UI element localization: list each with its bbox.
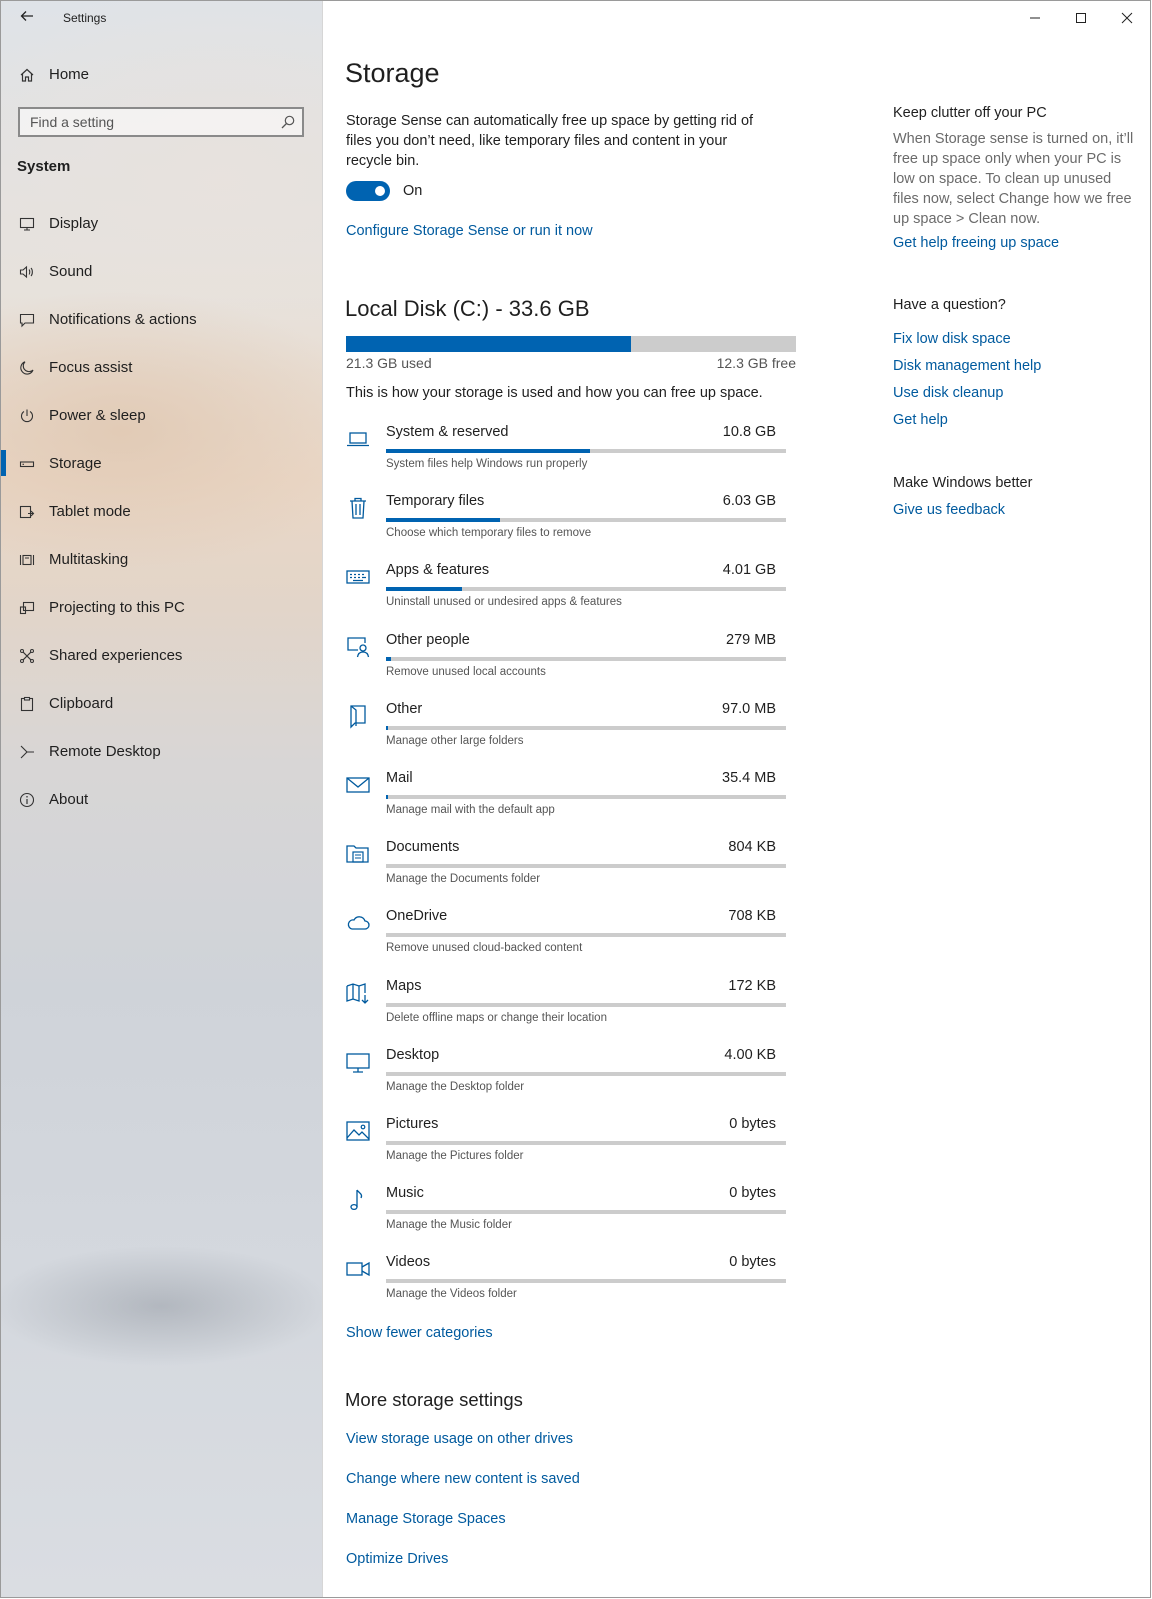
category-size: 4.00 KB [724,1046,776,1063]
category-description: Manage the Documents folder [386,873,541,886]
category-name: Other people [386,631,470,648]
sidebar-item-label: Storage [49,455,102,472]
category-size: 172 KB [728,977,776,994]
storage-sense-toggle[interactable] [346,181,390,201]
category-bar [386,657,786,661]
trash-icon [345,495,371,521]
category-description: Delete offline maps or change their location [386,1011,607,1024]
help-panel [893,105,1143,518]
storage-sense-description: Storage Sense can automatically free up space by getting rid of files you don’t need, like temporary files and content in your recycle bin. [346,113,754,169]
category-bar [386,518,786,522]
sidebar-item-power-sleep[interactable] [1,402,322,450]
disk-title: Local Disk (C:) - 33.6 GB [345,296,590,321]
category-videos[interactable] [345,1248,785,1317]
sidebar-item-display[interactable] [1,210,322,258]
category-description: Remove unused local accounts [386,665,546,678]
give-feedback-link[interactable]: Give us feedback [893,502,1006,518]
category-other-people[interactable] [345,626,785,695]
disk-management-help-link[interactable]: Disk management help [893,358,1042,374]
mail-icon [345,772,371,798]
category-temporary-files[interactable] [345,487,785,556]
sidebar-item-label: Power & sleep [49,407,146,424]
map-icon [345,980,371,1006]
disk-used-label: 21.3 GB used [346,355,432,371]
category-size: 10.8 GB [722,424,776,440]
notifications-icon [17,310,37,330]
sidebar [1,1,323,1597]
category-name: Music [386,1185,424,1202]
category-bar [386,1141,786,1145]
laptop-icon [345,426,371,452]
sidebar-item-label: Projecting to this PC [49,599,185,616]
category-mail[interactable] [345,764,785,833]
sidebar-item-focus-assist[interactable] [1,354,322,402]
sidebar-item-label: Focus assist [49,359,133,376]
home-icon [17,65,37,85]
category-description: Manage mail with the default app [386,803,555,816]
category-description: Manage the Videos folder [386,1288,517,1301]
category-bar-fill [386,518,500,522]
category-documents[interactable] [345,833,785,902]
category-name: Maps [386,977,422,994]
sidebar-item-remote-desktop[interactable] [1,738,322,786]
sidebar-item-notifications[interactable] [1,306,322,354]
sound-icon [17,262,37,282]
category-desktop[interactable] [345,1041,785,1110]
sidebar-item-sound[interactable] [1,258,322,306]
sidebar-item-home[interactable] [1,59,322,91]
get-help-freeing-link[interactable]: Get help freeing up space [893,235,1060,251]
documents-icon [345,841,371,867]
category-description: Manage other large folders [386,734,524,747]
question-title: Have a question? [893,297,1006,313]
category-description: Manage the Music folder [386,1219,512,1232]
display-icon [17,214,37,234]
section-title: System [17,158,71,175]
sidebar-item-label: Remote Desktop [49,743,161,760]
category-size: 0 bytes [729,1115,776,1132]
clutter-title: Keep clutter off your PC [893,105,1047,121]
sidebar-item-label: Shared experiences [49,647,183,664]
search-icon[interactable] [280,114,296,130]
category-bar-fill [386,587,462,591]
sidebar-item-clipboard[interactable] [1,690,322,738]
category-pictures[interactable] [345,1110,785,1179]
category-other[interactable] [345,695,785,764]
category-size: 4.01 GB [722,562,776,579]
search-box [18,107,304,137]
category-bar-fill [386,795,388,799]
optimize-drives-link[interactable]: Optimize Drives [346,1551,449,1567]
more-storage-settings-title: More storage settings [345,1389,523,1410]
sidebar-item-about[interactable] [1,786,322,834]
category-bar [386,1279,786,1283]
category-size: 0 bytes [729,1254,776,1271]
category-music[interactable] [345,1179,785,1248]
clipboard-icon [17,694,37,714]
category-name: Videos [386,1254,431,1271]
category-bar [386,587,786,591]
other-icon [345,703,371,729]
category-description: Manage the Desktop folder [386,1080,525,1093]
storage-icon [17,454,37,474]
sidebar-item-label: Display [49,215,99,232]
page-title: Storage [345,58,440,88]
multitasking-icon [17,550,37,570]
view-other-drives-link[interactable]: View storage usage on other drives [346,1431,574,1447]
sidebar-item-multitasking[interactable] [1,546,322,594]
category-bar [386,795,786,799]
category-description: Manage the Pictures folder [386,1149,524,1162]
category-onedrive[interactable] [345,902,785,971]
category-name: Apps & features [386,562,490,579]
sidebar-item-label: Tablet mode [49,503,131,520]
sidebar-item-label: Home [49,66,90,83]
show-fewer-categories-link[interactable]: Show fewer categories [346,1325,493,1341]
disk-free-label: 12.3 GB free [716,355,796,371]
category-size: 708 KB [728,908,776,925]
category-size: 804 KB [728,839,776,856]
category-name: Temporary files [386,493,485,510]
fix-low-disk-link[interactable]: Fix low disk space [893,331,1011,347]
category-description: Uninstall unused or undesired apps & features [386,596,622,609]
category-system-reserved[interactable] [345,418,785,487]
change-save-location-link[interactable]: Change where new content is saved [346,1471,580,1487]
configure-storage-sense-link[interactable]: Configure Storage Sense or run it now [346,223,593,239]
sidebar-item-storage[interactable] [1,450,322,498]
category-bar [386,864,786,868]
info-icon [17,790,37,810]
category-bar-fill [386,726,388,730]
sidebar-item-label: Sound [49,263,93,280]
category-name: OneDrive [386,908,448,925]
cloud-icon [345,910,371,936]
toggle-knob [375,186,385,196]
projecting-icon [17,598,37,618]
moon-icon [17,358,37,378]
disk-usage-bar [346,336,796,352]
toggle-state-label: On [403,183,423,199]
video-icon [345,1256,371,1282]
category-description: Remove unused cloud-backed content [386,942,583,955]
music-icon [345,1187,371,1213]
other-people-icon [345,634,371,660]
category-bar [386,726,786,730]
category-bar [386,1072,786,1076]
category-bar-fill [386,449,590,453]
category-size: 97.0 MB [722,700,776,717]
category-name: Documents [386,839,460,856]
category-name: System & reserved [386,424,509,440]
power-icon [17,406,37,426]
sidebar-item-label: Multitasking [49,551,129,568]
get-help-link[interactable]: Get help [893,412,948,428]
sidebar-item-label: Notifications & actions [49,311,197,328]
category-apps-features[interactable] [345,556,785,625]
sidebar-item-tablet-mode[interactable] [1,498,322,546]
sidebar-item-projecting[interactable] [1,594,322,642]
app-title: Settings [63,11,107,25]
search-input[interactable] [20,109,280,135]
disk-usage-bar-fill [346,336,631,352]
category-description: System files help Windows run properly [386,458,588,470]
sidebar-item-label: Clipboard [49,695,114,712]
category-name: Pictures [386,1115,439,1132]
pictures-icon [345,1118,371,1144]
shared-icon [17,646,37,666]
usage-description: This is how your storage is used and how you can free up space. [346,385,763,401]
back-arrow-icon [19,8,35,24]
category-bar [386,933,786,937]
sidebar-item-label: About [49,791,89,808]
category-maps[interactable] [345,972,785,1041]
category-name: Mail [386,769,413,786]
back-button[interactable] [16,8,38,28]
category-size: 0 bytes [729,1185,776,1202]
category-name: Other [386,700,423,717]
category-bar-fill [386,657,391,661]
category-size: 279 MB [726,631,776,648]
manage-storage-spaces-link[interactable]: Manage Storage Spaces [346,1511,506,1527]
sidebar-nav [1,210,322,834]
remote-desktop-icon [17,742,37,762]
category-size: 35.4 MB [722,769,776,786]
category-name: Desktop [386,1046,440,1063]
category-bar [386,449,786,453]
category-bar [386,1210,786,1214]
category-list [345,418,785,1317]
sidebar-item-shared-experiences[interactable] [1,642,322,690]
main-content [323,1,1150,1597]
tablet-icon [17,502,37,522]
category-description: Choose which temporary files to remove [386,527,592,540]
make-windows-better-title: Make Windows better [893,475,1033,491]
clutter-text: When Storage sense is turned on, it’ll free up space only when your PC is low on space. To clean up unused files now, select Change how we free up space > Clean now. [893,131,1134,227]
titlebar-left [1,1,322,35]
desktop-icon [345,1049,371,1075]
keyboard-icon [345,564,371,590]
category-size: 6.03 GB [722,493,776,510]
category-bar [386,1003,786,1007]
use-disk-cleanup-link[interactable]: Use disk cleanup [893,385,1004,401]
